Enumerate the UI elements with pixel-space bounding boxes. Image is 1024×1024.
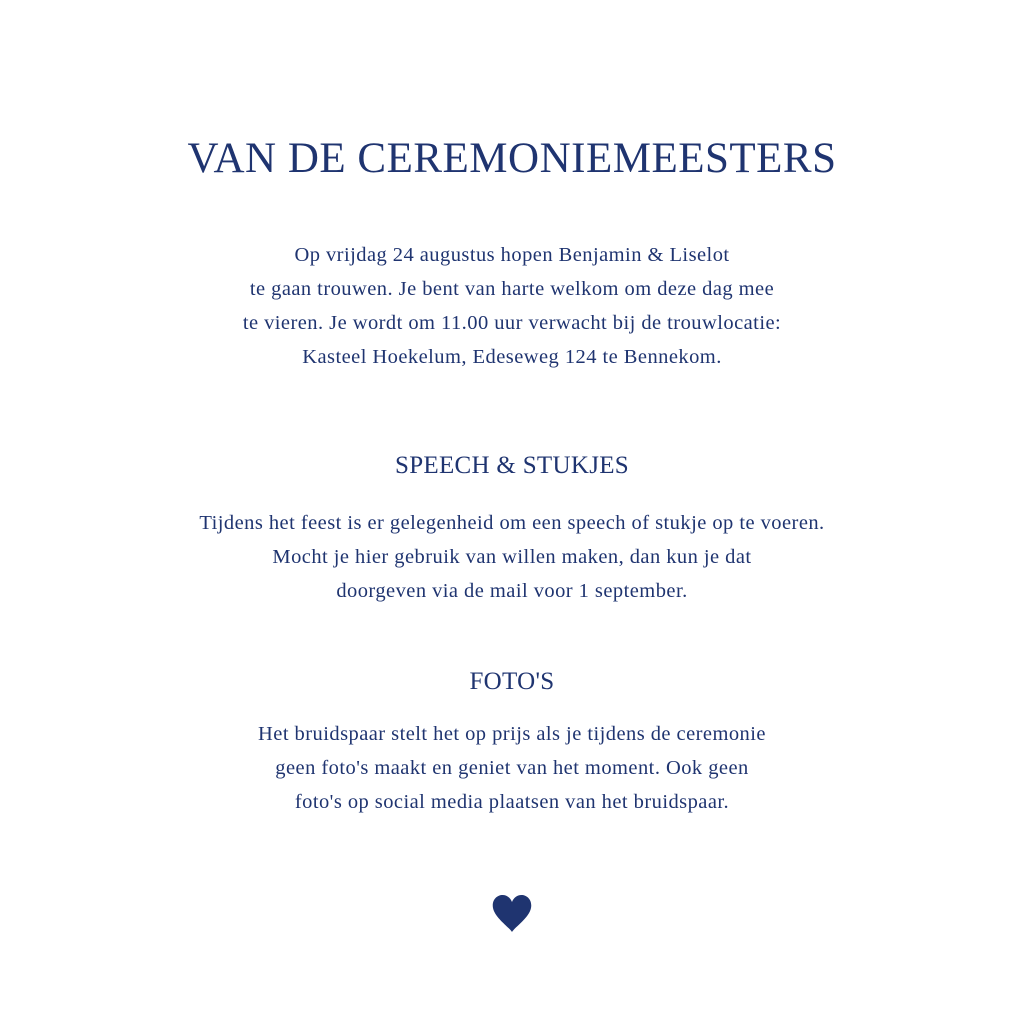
speech-line: doorgeven via de mail voor 1 september. [336,580,688,602]
fotos-line: Het bruidspaar stelt het op prijs als je tijdens de ceremonie [258,723,766,745]
speech-section-heading-wrap [0,450,1024,482]
intro-line: Op vrijdag 24 augustus hopen Benjamin & Liselot [294,244,730,266]
fotos-line: foto's op social media plaatsen van het bruidspaar. [294,791,730,813]
fotos-section-heading-wrap [0,666,1024,698]
intro-line: te vieren. Je wordt om 11.00 uur verwacht bij de trouwlocatie: [242,312,782,334]
speech-line: Tijdens het feest is er gelegenheid om een speech of stukje op te voeren. [199,512,825,534]
fotos-paragraph [0,717,1024,819]
speech-paragraph [0,506,1024,608]
intro-line: te gaan trouwen. Je bent van harte welkom om deze dag mee [249,278,775,300]
fotos-line: geen foto's maakt en geniet van het moment. Ook geen [275,757,749,779]
heart-icon [490,892,534,934]
speech-heading: SPEECH & STUKJES [394,452,629,479]
fotos-heading: FOTO'S [469,668,555,695]
page-title: VAN DE CEREMONIEMEESTERS [187,135,837,182]
intro-line: Kasteel Hoekelum, Edeseweg 124 te Bennekom. [302,346,722,368]
intro-paragraph [0,238,1024,374]
speech-line: Mocht je hier gebruik van willen maken, dan kun je dat [272,546,752,568]
